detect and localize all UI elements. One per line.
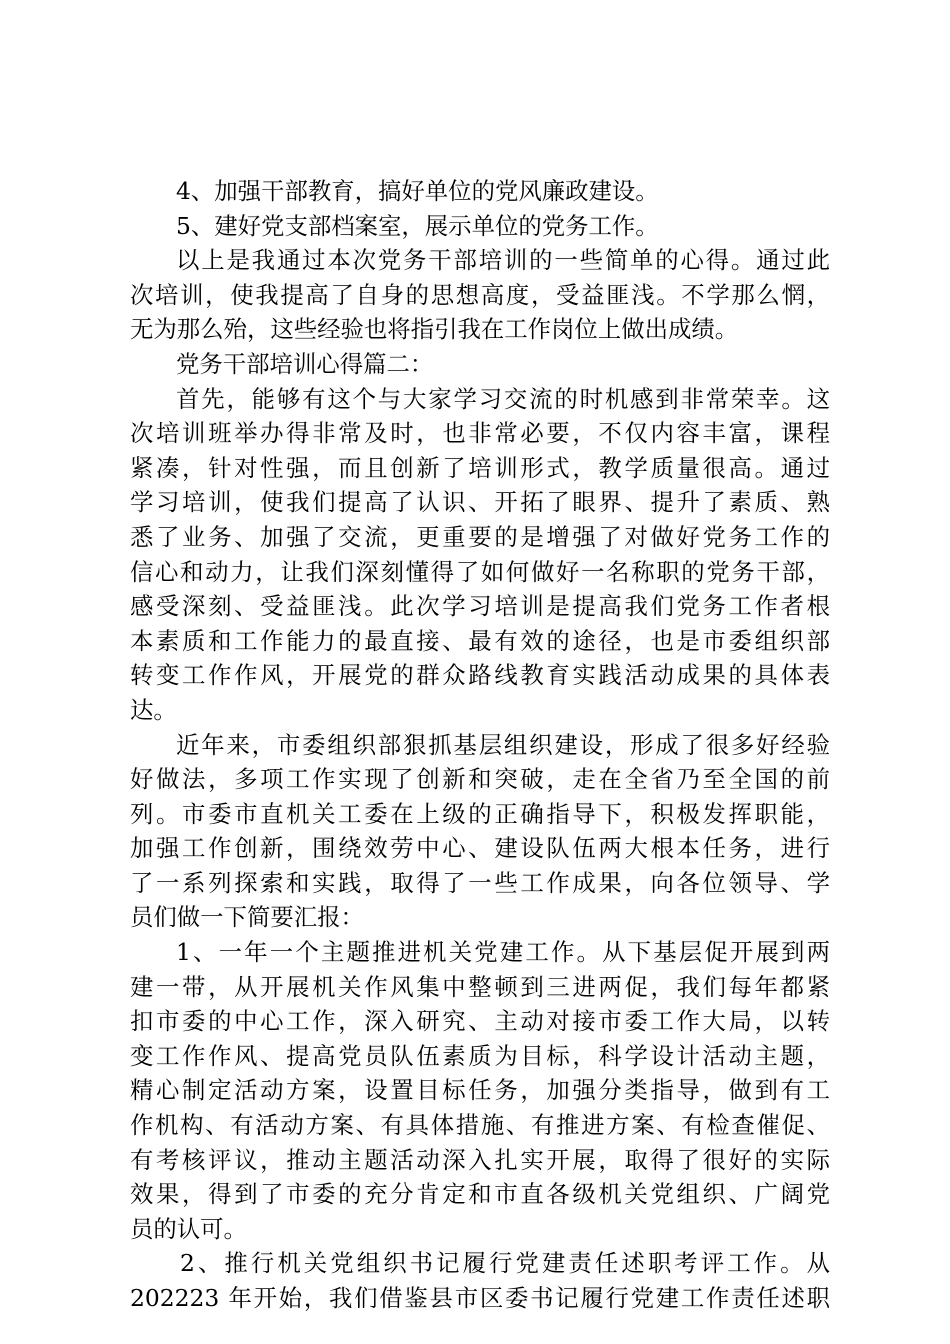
paragraph-line: 员的认可。 (130, 1214, 247, 1243)
paragraph-line: 紧凑，针对性强，而且创新了培训形式，教学质量很高。通过 (130, 453, 830, 482)
paragraph-line: 效果，得到了市委的充分肯定和市直各级机关党组织、广阔党 (130, 1180, 830, 1209)
paragraph-line: 好做法，多项工作实现了创新和突破，走在全省乃至全国的前 (130, 765, 830, 794)
paragraph-line: 达。 (130, 695, 177, 724)
paragraph-line: 2、推行机关党组织书记履行党建责任述职考评工作。从 (180, 1249, 830, 1278)
paragraph-line: 员们做一下简要汇报： (130, 903, 364, 932)
paragraph-line: 次培训班举办得非常及时，也非常必要，不仅内容丰富，课程 (130, 419, 830, 448)
paragraph-line: 近年来，市委组织部狠抓基层组织建设，形成了很多好经验 (176, 730, 830, 759)
document-body (130, 174, 830, 1316)
paragraph-line: 首先，能够有这个与大家学习交流的时机感到非常荣幸。这 (176, 384, 830, 413)
paragraph-line: 作机构、有活动方案、有具体措施、有推进方案、有检查催促、 (130, 1111, 830, 1140)
paragraph-line: 精心制定活动方案，设置目标任务，加强分类指导，做到有工 (130, 1076, 830, 1105)
paragraph-line: 列。市委市直机关工委在上级的正确指导下，积极发挥职能， (130, 799, 830, 828)
paragraph-line: 1、一年一个主题推进机关党建工作。从下基层促开展到两 (176, 938, 830, 967)
paragraph-line: 加强工作创新，围绕效劳中心、建设队伍两大根本任务，进行 (130, 834, 830, 863)
paragraph-line: 202223 年开始，我们借鉴县市区委书记履行党建工作责任述职 (130, 1284, 830, 1312)
list-item-4: 4、加强干部教育，搞好单位的党风廉政建设。 (176, 177, 659, 205)
paragraph-line: 以上是我通过本次党务干部培训的一些简单的心得。通过此 (176, 246, 830, 275)
paragraph-line: 本素质和工作能力的最直接、最有效的途径，也是市委组织部 (130, 626, 830, 655)
list-item-5: 5、建好党支部档案室，展示单位的党务工作。 (176, 211, 659, 240)
section-heading: 党务干部培训心得篇二： (176, 349, 434, 378)
paragraph-line: 悉了业务、加强了交流，更重要的是增强了对做好党务工作的 (130, 522, 830, 551)
paragraph-line: 转变工作作风，开展党的群众路线教育实践活动成果的具体表 (130, 661, 830, 690)
paragraph-line: 扣市委的中心工作，深入研究、主动对接市委工作大局，以转 (130, 1007, 830, 1036)
paragraph-line: 信心和动力，让我们深刻懂得了如何做好一名称职的党务干部， (130, 557, 830, 586)
paragraph-line: 变工作作风、提高党员队伍素质为目标，科学设计活动主题， (130, 1041, 830, 1070)
paragraph-line: 建一带，从开展机关作风集中整顿到三进两促，我们每年都紧 (130, 972, 830, 1001)
paragraph-line: 感受深刻、受益匪浅。此次学习培训是提高我们党务工作者根 (130, 592, 830, 621)
paragraph-line: 了一系列探索和实践，取得了一些工作成果，向各位领导、学 (130, 868, 830, 897)
paragraph-line: 学习培训，使我们提高了认识、开拓了眼界、提升了素质、熟 (130, 488, 830, 517)
paragraph-line: 无为那么殆，这些经验也将指引我在工作岗位上做出成绩。 (130, 315, 739, 344)
paragraph-line: 次培训，使我提高了自身的思想高度，受益匪浅。不学那么惘， (130, 280, 830, 309)
paragraph-line: 有考核评议，推动主题活动深入扎实开展，取得了很好的实际 (130, 1145, 830, 1174)
